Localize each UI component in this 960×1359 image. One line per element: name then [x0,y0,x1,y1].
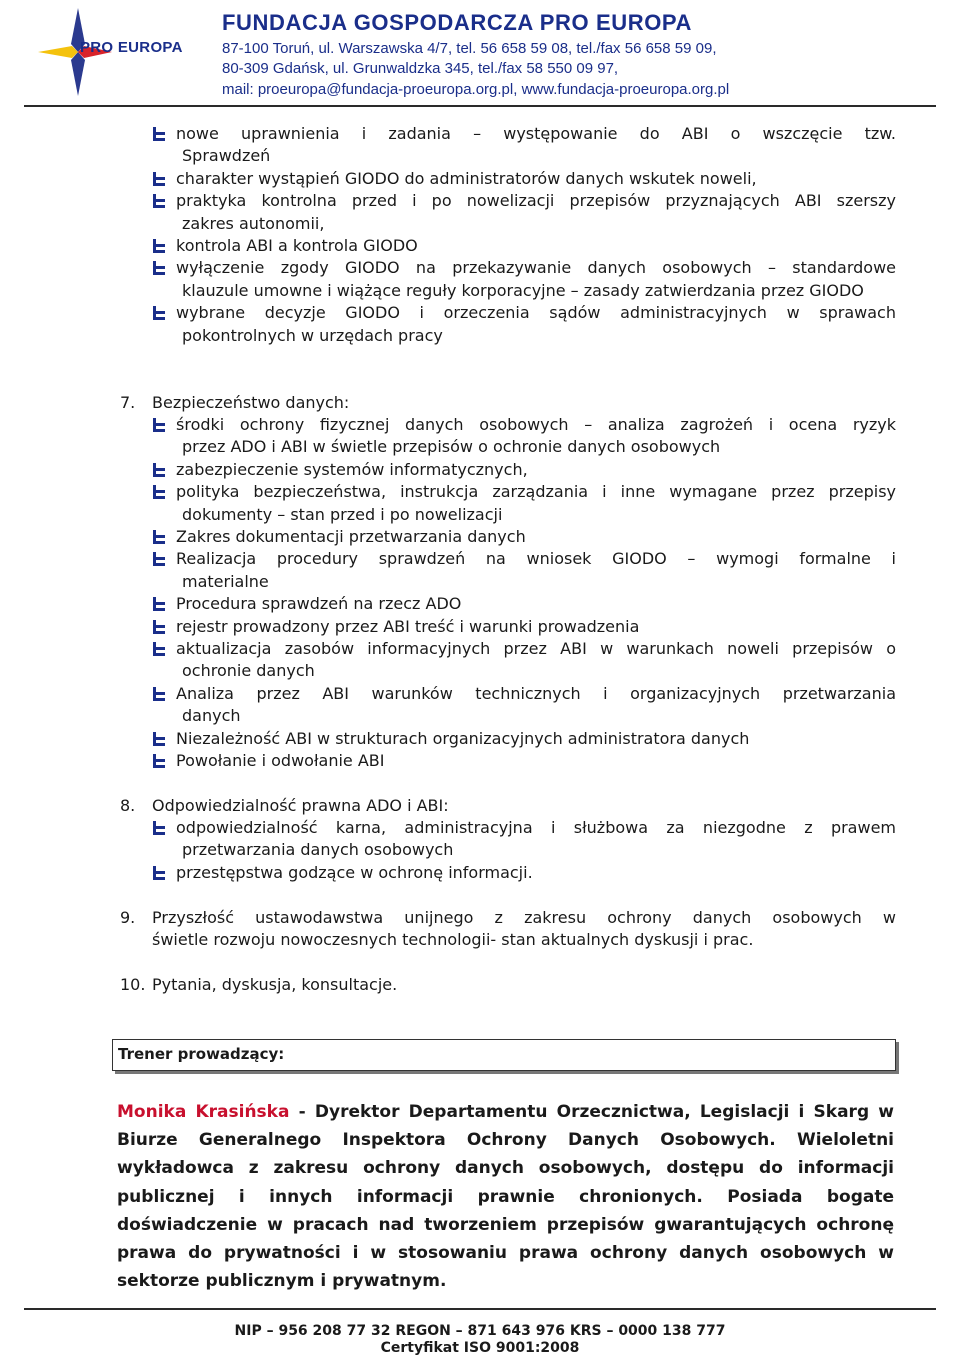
trainer-box [112,1039,896,1071]
section-text-line2: świetle rozwoju nowoczesnych technologii- stan aktualnych dyskusji i prac. [152,930,754,950]
bullet-text-line: przestępstwa godzące w ochronę informacji. [176,862,533,882]
bullet-text-line: odpowiedzialność karna, administracyjna i służbowa za niezgodne z prawem [176,818,896,837]
bullet-text-continuation: pokontrolnych w urzędach pracy [182,325,443,345]
address-torun: 87-100 Toruń, ul. Warszawska 4/7, tel. 56 658 59 08, tel./fax 56 658 59 09, [222,40,717,57]
bullet-text [176,638,896,683]
bullet-text-line: Niezależność ABI w strukturach organizacyjnych administratora danych [176,728,750,748]
bullet-icon [152,619,166,635]
bullet-text-continuation: przez ADO i ABI w świetle przepisów o ochronie danych osobowych [182,437,721,457]
section-number: 8. [120,796,136,815]
bullet-text [176,548,896,593]
bullet-text-line: polityka bezpieczeństwa, instrukcja zarządzania i inne wymagane przez przepisy [176,482,896,502]
bullet-text [176,235,896,257]
section-text-line1: Przyszłość ustawodawstwa unijnego z zakresu ochrony danych osobowych w [152,908,896,927]
bullet-text-line: kontrola ABI a kontrola GIODO [176,236,418,255]
section-number: 7. [120,393,136,412]
bullet-text [176,616,896,638]
bullet-text-line: rejestr prowadzony przez ABI treść i warunki prowadzenia [176,616,640,636]
bullet-text [176,190,896,235]
bullet-text-line: wybrane decyzje GIODO i orzeczenia sądów administracyjnych w sprawach [176,303,896,323]
section-number: 10. [120,975,146,994]
bullet-text-line: wyłączenie zgody GIODO na przekazywanie danych osobowych – standardowe [176,258,896,278]
bullet-icon [152,305,166,321]
bullet-text [176,817,896,862]
bullet-text-continuation: ochronie danych [182,661,315,681]
bullet-text-line: Procedura sprawdzeń na rzecz ADO [176,594,462,614]
trainer-label: Trener prowadzący: [118,1045,285,1063]
bullet-icon [152,260,166,276]
bullet-text [176,257,896,302]
footer-divider [24,1308,936,1310]
bullet-icon [152,193,166,209]
trainer-name: Monika Krasińska [117,1102,290,1122]
section-number: 9. [120,908,136,927]
bullet-text [176,593,896,615]
bullet-text [176,302,896,347]
bullet-text [176,728,896,750]
trainer-bio [117,1098,894,1295]
letterhead [0,0,960,108]
organization-name: FUNDACJA GOSPODARCZA PRO EUROPA [222,10,693,35]
bullet-icon [152,865,166,881]
bullet-text [176,168,896,190]
bullet-text-continuation: klauzule umowne i wiążące reguły korporacyjne – zasady zatwierdzania przez GIODO [182,280,864,300]
bullet-text-line: Zakres dokumentacji przetwarzania danych [176,527,526,546]
bullet-text-continuation: przetwarzania danych osobowych [182,840,454,860]
contact-email-web: mail: proeuropa@fundacja-proeuropa.org.pl, www.fundacja-proeuropa.org.pl [222,81,730,98]
bullet-text [176,526,896,548]
address-gdansk: 80-309 Gdańsk, ul. Grunwaldzka 345, tel./fax 58 550 09 97, [222,60,619,77]
bullet-text [176,414,896,459]
section-text [152,907,896,952]
bullet-icon [152,731,166,747]
bullet-text-continuation: materialne [182,571,269,591]
bullet-icon [152,126,166,142]
bullet-text-line: aktualizacja zasobów informacyjnych przez ABI w warunkach noweli przepisów o [176,639,896,658]
bullet-text [176,123,896,168]
bullet-text-line: nowe uprawnienia i zadania – występowanie do ABI o wszczęcie tzw. [176,124,896,143]
bullet-text-line: Analiza przez ABI warunków technicznych i organizacyjnych przetwarzania [176,683,896,703]
bullet-text [176,459,896,481]
section-title: Bezpieczeństwo danych: [152,393,350,412]
bullet-icon [152,686,166,702]
bullet-text-line: środki ochrony fizycznej danych osobowych – analiza zagrożeń i ocena ryzyk [176,415,896,434]
bullet-text-line: Powołanie i odwołanie ABI [176,751,385,770]
bullet-icon [152,641,166,657]
bullet-icon [152,596,166,612]
bullet-icon [152,171,166,187]
section-title: Odpowiedzialność prawna ADO i ABI: [152,796,449,815]
bullet-text-continuation: dokumenty – stan przed i po nowelizacji [182,504,503,524]
bullet-text-line: praktyka kontrolna przed i po nowelizacji przepisów przyznających ABI szerszy [176,191,896,211]
logo-text: PRO EUROPA [80,39,183,56]
bullet-text-line: charakter wystąpień GIODO do administratorów danych wskutek noweli, [176,168,757,188]
bullet-text-continuation: Sprawdzeń [182,146,271,166]
section-text: Pytania, dyskusja, konsultacje. [152,975,398,994]
bullet-icon [152,462,166,478]
bullet-text-line: zabezpieczenie systemów informatycznych, [176,459,528,479]
bullet-icon [152,417,166,433]
footer-certificate: Certyfikat ISO 9001:2008 [380,1340,580,1356]
bullet-icon [152,238,166,254]
bullet-icon [152,484,166,500]
bullet-text [176,481,896,526]
trainer-description: - Dyrektor Departamentu Orzecznictwa, Legislacji i Skarg w Biurze Generalnego Inspektora Ochrony Danych Osobowych. Wieloletni wykładowca z zakresu ochrony danych osobowych, dostępu do informacji publicznej i innych informacji prawnie chronionych. Posiada bogate doświadczenie w pracach nad tworzeniem przepisów gwarantujących ochronę prawa do prywatności i w stosowaniu prawa ochrony danych osobowych w sektorze publicznym i prywatnym. [117,1102,894,1292]
bullet-text-line: Realizacja procedury sprawdzeń na wniosek GIODO – wymogi formalne i [176,549,896,569]
bullet-icon [152,820,166,836]
header-divider [24,105,936,107]
bullet-icon [152,753,166,769]
bullet-icon [152,529,166,545]
bullet-text [176,862,896,884]
bullet-text-continuation: danych [182,706,241,726]
bullet-text [176,683,896,728]
bullet-text-continuation: zakres autonomii, [182,213,325,233]
bullet-text [176,750,896,772]
footer-registration: NIP – 956 208 77 32 REGON – 871 643 976 KRS – 0000 138 777 [234,1323,726,1339]
bullet-icon [152,551,166,567]
